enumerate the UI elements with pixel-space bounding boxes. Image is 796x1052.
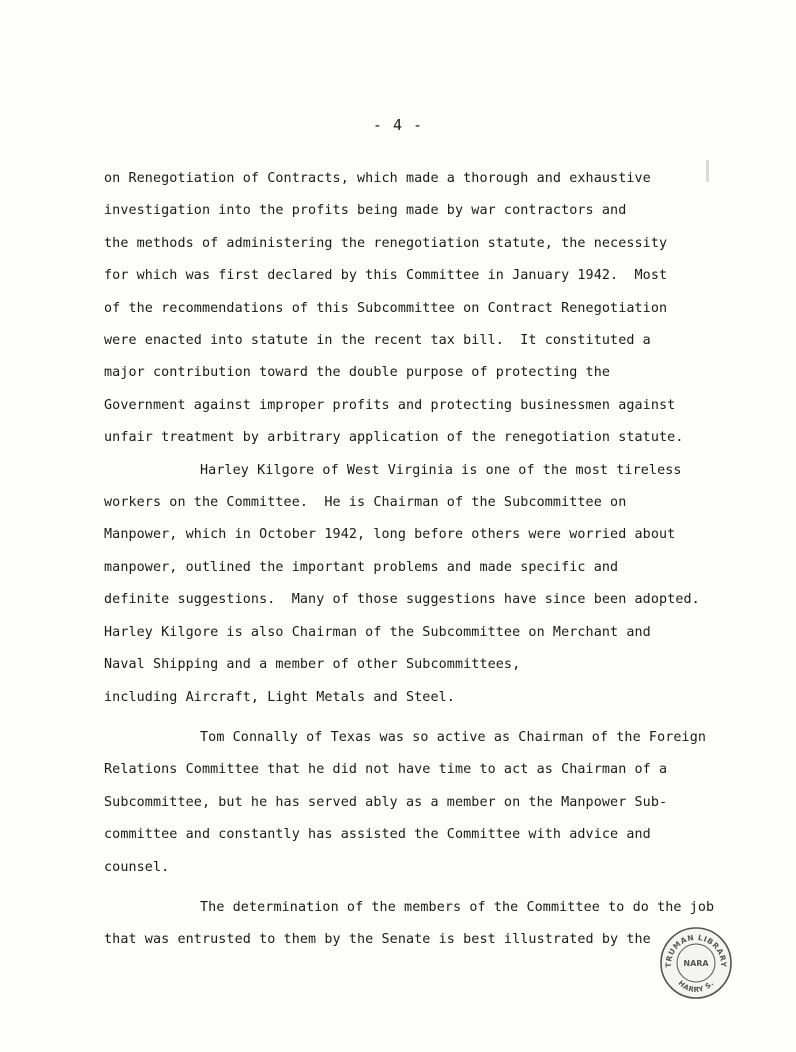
text-line: Subcommittee, but he has served ably as a member on the Manpower Sub- bbox=[104, 794, 668, 810]
text-line: on Renegotiation of Contracts, which made a thorough and exhaustive bbox=[104, 171, 651, 186]
text-line: the methods of administering the renegotiation statute, the necessity bbox=[104, 235, 668, 251]
page-number: - 4 - bbox=[372, 116, 424, 134]
paragraph-2 bbox=[104, 455, 744, 714]
text-line: Manpower, which in October 1942, long before others were worried about bbox=[104, 527, 676, 543]
text-line: Government against improper profits and protecting businessmen against bbox=[104, 397, 676, 413]
text-line: Naval Shipping and a member of other Subcommittees, bbox=[104, 657, 521, 673]
text-line: Relations Committee that he did not have time to act as Chairman of a bbox=[104, 762, 668, 778]
paragraph-3 bbox=[104, 722, 744, 884]
text-line: unfair treatment by arbitrary application of the renegotiation statute. bbox=[104, 430, 684, 446]
seal-text-top: TRUMAN LIBRARY bbox=[663, 932, 729, 968]
paragraph-1 bbox=[104, 163, 744, 455]
document-body bbox=[104, 163, 744, 957]
text-line: were enacted into statute in the recent tax bill. It constituted a bbox=[104, 333, 651, 349]
text-line: committee and constantly has assisted the Committee with advice and bbox=[104, 827, 651, 843]
paragraph-4 bbox=[104, 892, 744, 957]
text-line: that was entrusted to them by the Senate is best illustrated by the bbox=[104, 932, 651, 948]
text-line: major contribution toward the double purpose of protecting the bbox=[104, 365, 611, 381]
text-line: Harley Kilgore of West Virginia is one of the most tireless bbox=[200, 462, 682, 478]
text-line: counsel. bbox=[104, 859, 170, 875]
text-line: definite suggestions. Many of those suggestions have since been adopted. bbox=[104, 592, 700, 608]
text-line: of the recommendations of this Subcommittee on Contract Renegotiation bbox=[104, 300, 668, 316]
text-line: including Aircraft, Light Metals and Steel. bbox=[104, 689, 455, 705]
text-line: Tom Connally of Texas was so active as Chairman of the Foreign bbox=[200, 729, 707, 745]
text-line: workers on the Committee. He is Chairman of the Subcommittee on bbox=[104, 495, 627, 511]
text-line: manpower, outlined the important problems and made specific and bbox=[104, 559, 619, 575]
text-line: The determination of the members of the Committee to do the job bbox=[200, 899, 715, 915]
text-line: for which was first declared by this Committee in January 1942. Most bbox=[104, 268, 668, 284]
library-seal-stamp bbox=[658, 925, 734, 1001]
text-line: investigation into the profits being made by war contractors and bbox=[104, 203, 627, 219]
seal-text-bottom: HARRY S. bbox=[676, 979, 716, 995]
seal-text-center: NARA bbox=[683, 959, 709, 968]
text-line: Harley Kilgore is also Chairman of the Subcommittee on Merchant and bbox=[104, 624, 651, 640]
